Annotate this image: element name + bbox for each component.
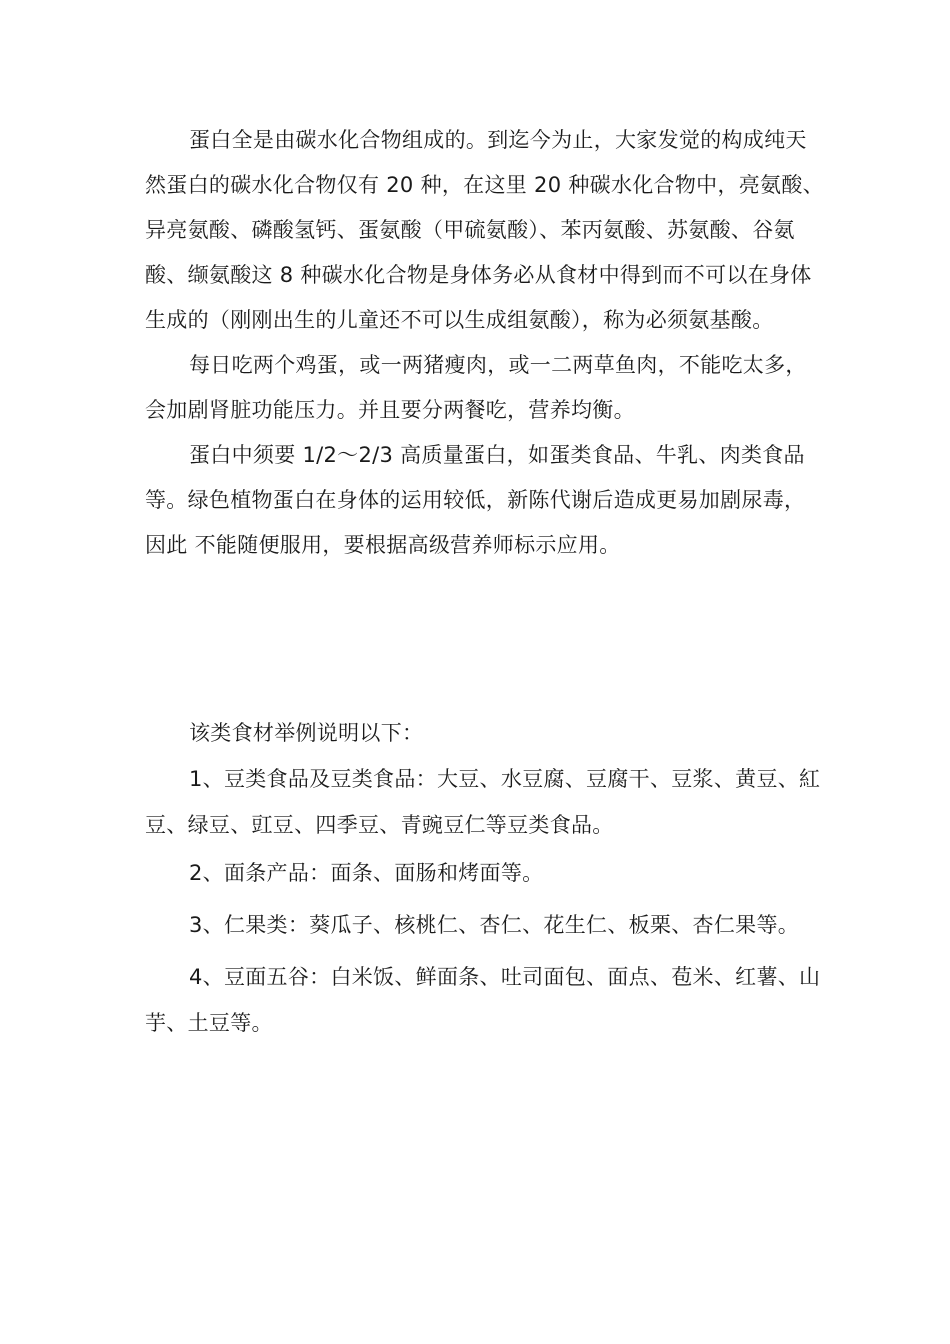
body-text: [145, 118, 825, 568]
food-examples-section: [145, 710, 825, 1046]
list-item: 4、豆面五谷：白米饭、鲜面条、吐司面包、面点、苞米、红薯、山芋、土豆等。: [145, 965, 821, 1035]
list-item: 1、豆类食品及豆类食品：大豆、水豆腐、豆腐干、豆浆、黄豆、紅豆、绿豆、豇豆、四季豆、青豌豆仁等豆类食品。: [145, 767, 821, 837]
paragraph-protein-composition: 蛋白全是由碳水化合物组成的。到迄今为止，大家发觉的构成纯天然蛋白的碳水化合物仅有 20 种，在这里 20 种碳水化合物中，亮氨酸、异亮氨酸、磷酸氢钙、蛋氨酸（甲硫氨酸）、苯丙氨酸、苏氨酸、谷氨酸、缬氨酸这 8 种碳水化合物是身体务必从食材中得到而不可以在身体生成的（刚刚出生的儿童还不可以生成组氨酸），称为必须氨基酸。: [145, 128, 824, 332]
paragraph-daily-intake: 每日吃两个鸡蛋，或一两猪瘦肉，或一二两草鱼肉，不能吃太多，会加剧肾脏功能压力。并且要分两餐吃，营养均衡。: [145, 353, 807, 422]
list-item: 3、仁果类：葵瓜子、核桃仁、杏仁、花生仁、板栗、杏仁果等。: [189, 913, 800, 937]
paragraph-high-quality-protein: 蛋白中须要 1/2～2/3 高质量蛋白，如蛋类食品、牛乳、肉类食品等。绿色植物蛋白在身体的运用较低，新陈代谢后造成更易加剧尿毒，因此 不能随便服用，要根据高级营养师标示应用。: [145, 443, 806, 557]
list-intro: 该类食材举例说明以下：: [189, 721, 424, 745]
list-item: 2、面条产品：面条、面肠和烤面等。: [189, 861, 544, 885]
